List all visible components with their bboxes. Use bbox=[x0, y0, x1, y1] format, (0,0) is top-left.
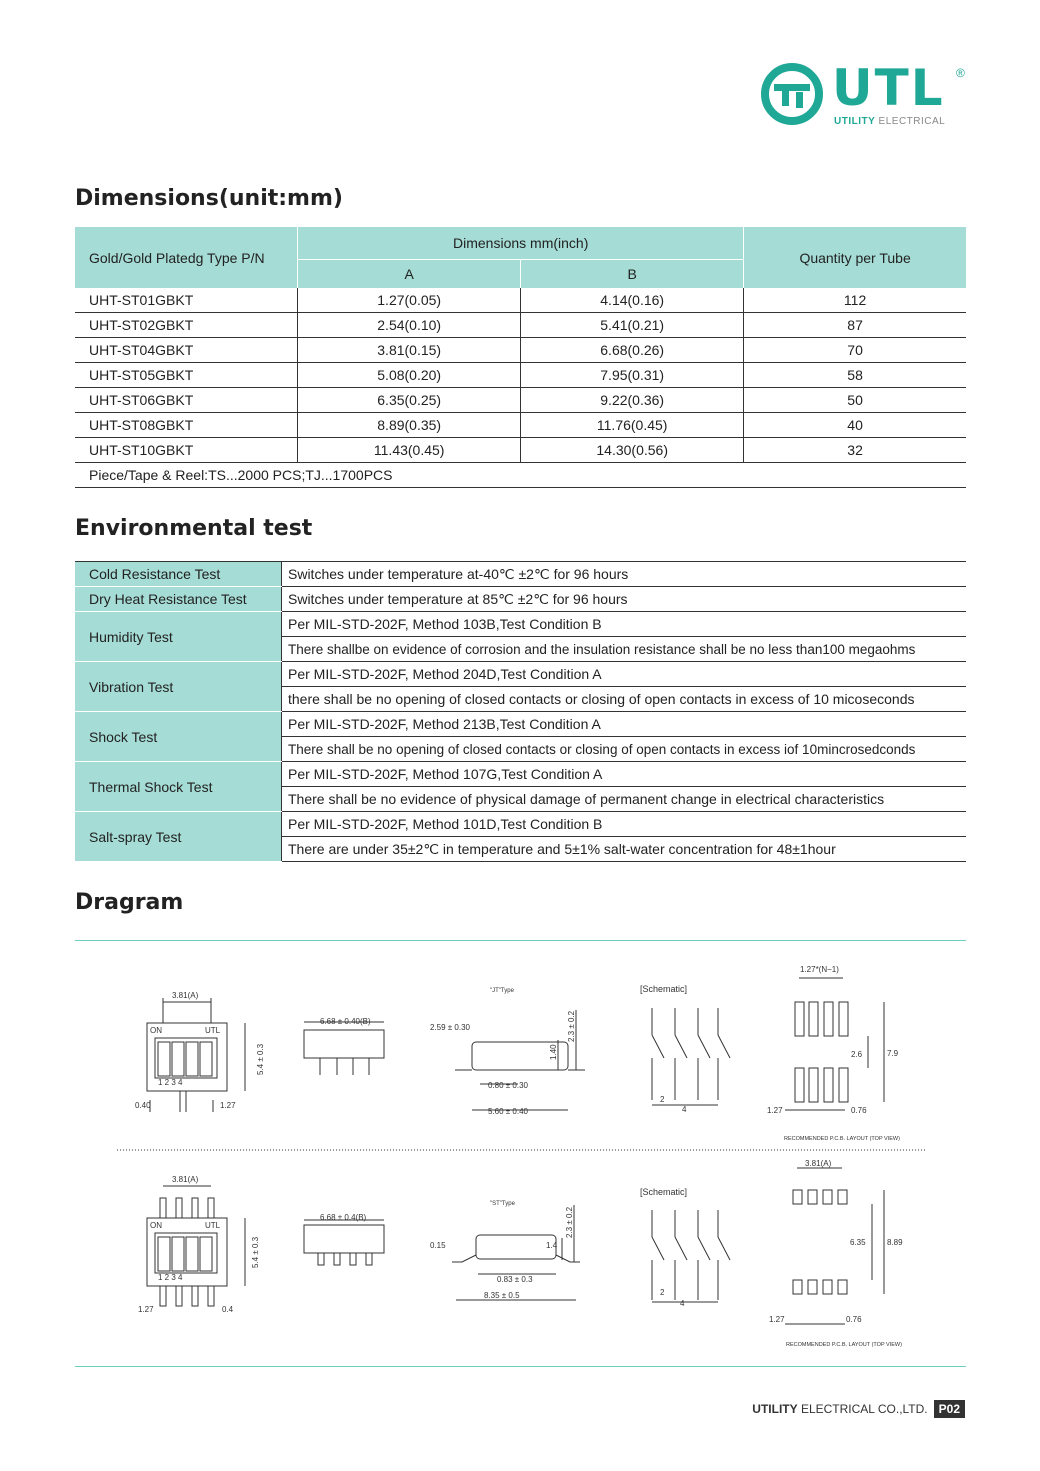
dimensions-title: Dimensions(unit:mm) bbox=[75, 186, 343, 211]
env-row: There shall be no evidence of physical damage of permanent change in electrical characteristics bbox=[75, 787, 966, 812]
env-row: Humidity Test Per MIL-STD-202F, Method 103B,Test Condition B bbox=[75, 612, 966, 637]
diagram-top-rule bbox=[75, 940, 966, 941]
svg-text:1.40: 1.40 bbox=[549, 1044, 558, 1060]
svg-text:ON: ON bbox=[150, 1026, 162, 1035]
table-note-row bbox=[75, 463, 966, 488]
svg-text:1.27*(N−1): 1.27*(N−1) bbox=[800, 965, 839, 974]
svg-text:1.27: 1.27 bbox=[220, 1101, 236, 1110]
svg-text:2: 2 bbox=[660, 1095, 665, 1104]
env-row: Shock Test Per MIL-STD-202F, Method 213B,Test Condition A bbox=[75, 712, 966, 737]
svg-text:4: 4 bbox=[680, 1299, 685, 1308]
table-row: UHT-ST08GBKT 8.89(0.35) 11.76(0.45) 40 bbox=[75, 413, 966, 438]
env-row: Vibration Test Per MIL-STD-202F, Method 204D,Test Condition A bbox=[75, 662, 966, 687]
svg-text:6.68 ± 0.4(B): 6.68 ± 0.4(B) bbox=[320, 1213, 367, 1222]
svg-text:2.59 ± 0.30: 2.59 ± 0.30 bbox=[430, 1023, 470, 1032]
table-row: UHT-ST01GBKT 1.27(0.05) 4.14(0.16) 112 bbox=[75, 288, 966, 313]
svg-text:1.27: 1.27 bbox=[138, 1305, 154, 1314]
svg-text:0.76: 0.76 bbox=[846, 1315, 862, 1324]
env-row: Cold Resistance Test Switches under temperature at-40℃ ±2℃ for 96 hours bbox=[75, 562, 966, 587]
svg-text:0.83 ± 0.3: 0.83 ± 0.3 bbox=[497, 1275, 533, 1284]
svg-text:[Schematic]: [Schematic] bbox=[640, 1187, 688, 1197]
env-row: There shall be no opening of closed contacts or closing of open contacts in excess iof 10mincrosedconds bbox=[75, 737, 966, 762]
pcb-layout-top bbox=[785, 978, 884, 1110]
svg-text:1.27: 1.27 bbox=[769, 1315, 785, 1324]
svg-text:3.81(A): 3.81(A) bbox=[172, 1175, 199, 1184]
svg-text:1 2 3 4: 1 2 3 4 bbox=[158, 1078, 183, 1087]
svg-text:1.4: 1.4 bbox=[546, 1241, 558, 1250]
technical-drawing bbox=[0, 950, 1040, 1360]
svg-text:2.3 ± 0.2: 2.3 ± 0.2 bbox=[565, 1206, 574, 1238]
svg-text:3.81(A): 3.81(A) bbox=[805, 1159, 832, 1168]
svg-text:8.89: 8.89 bbox=[887, 1238, 903, 1247]
table-row: UHT-ST06GBKT 6.35(0.25) 9.22(0.36) 50 bbox=[75, 388, 966, 413]
svg-text:2.3 ± 0.2: 2.3 ± 0.2 bbox=[567, 1010, 576, 1042]
svg-text:5.4 ± 0.3: 5.4 ± 0.3 bbox=[251, 1236, 260, 1268]
table-row: UHT-ST05GBKT 5.08(0.20) 7.95(0.31) 58 bbox=[75, 363, 966, 388]
diagram-bottom-rule bbox=[75, 1366, 966, 1367]
env-row: There shallbe on evidence of corrosion and the insulation resistance shall be no less than100 megaohms bbox=[75, 637, 966, 662]
table-row: UHT-ST02GBKT 2.54(0.10) 5.41(0.21) 87 bbox=[75, 313, 966, 338]
svg-text:UTL: UTL bbox=[205, 1026, 221, 1035]
svg-text:0.76: 0.76 bbox=[851, 1106, 867, 1115]
logo-brand: UTL bbox=[832, 59, 945, 117]
env-row: Thermal Shock Test Per MIL-STD-202F, Method 107G,Test Condition A bbox=[75, 762, 966, 787]
logo-subtitle: UTILITY ELECTRICAL bbox=[834, 116, 946, 127]
svg-text:ON: ON bbox=[150, 1221, 162, 1230]
svg-text:[Schematic]: [Schematic] bbox=[640, 984, 688, 994]
svg-text:0.40: 0.40 bbox=[135, 1101, 151, 1110]
svg-text:2.6: 2.6 bbox=[851, 1050, 863, 1059]
svg-text:5.4 ± 0.3: 5.4 ± 0.3 bbox=[256, 1043, 265, 1075]
col-pn: Gold/Gold Platedg Type P/N bbox=[75, 227, 298, 288]
table-row: UHT-ST10GBKT 11.43(0.45) 14.30(0.56) 32 bbox=[75, 438, 966, 463]
svg-text:0.80 ± 0.30: 0.80 ± 0.30 bbox=[488, 1081, 528, 1090]
svg-text:7.9: 7.9 bbox=[887, 1049, 899, 1058]
svg-text:6.35: 6.35 bbox=[850, 1238, 866, 1247]
svg-text:6.68 ± 0.40(B): 6.68 ± 0.40(B) bbox=[320, 1017, 371, 1026]
col-qty: Quantity per Tube bbox=[744, 227, 966, 288]
col-b: B bbox=[521, 260, 744, 289]
env-table bbox=[75, 561, 966, 862]
svg-text:0.4: 0.4 bbox=[222, 1305, 234, 1314]
svg-text:8.35 ± 0.5: 8.35 ± 0.5 bbox=[484, 1291, 520, 1300]
footer: UTILITY ELECTRICAL CO.,LTD. P02 bbox=[752, 1400, 965, 1418]
svg-text:2: 2 bbox=[660, 1288, 665, 1297]
svg-text:RECOMMENDED P.C.B. LAYOUT (TOP: RECOMMENDED P.C.B. LAYOUT (TOP VIEW) bbox=[784, 1136, 900, 1142]
pcb-layout-bottom bbox=[785, 1168, 884, 1324]
table-row: UHT-ST04GBKT 3.81(0.15) 6.68(0.26) 70 bbox=[75, 338, 966, 363]
env-row: Dry Heat Resistance Test Switches under temperature at 85℃ ±2℃ for 96 hours bbox=[75, 587, 966, 612]
col-dimensions: Dimensions mm(inch) bbox=[298, 227, 744, 260]
svg-text:4: 4 bbox=[682, 1105, 687, 1114]
env-row: There are under 35±2℃ in temperature and 5±1% salt-water concentration for 48±1hour bbox=[75, 837, 966, 862]
dimensions-table bbox=[75, 227, 966, 488]
page-number: P02 bbox=[934, 1400, 965, 1418]
diagram-title: Dragram bbox=[75, 890, 184, 915]
packaging-note: Piece/Tape & Reel:TS...2000 PCS;TJ...1700PCS bbox=[75, 463, 966, 488]
svg-text:3.81(A): 3.81(A) bbox=[172, 991, 199, 1000]
svg-text:5.60 ± 0.40: 5.60 ± 0.40 bbox=[488, 1107, 528, 1116]
env-row: there shall be no opening of closed contacts or closing of open contacts in excess of 10 micoseconds bbox=[75, 687, 966, 712]
svg-text:"JT"Type: "JT"Type bbox=[490, 988, 514, 994]
svg-text:1 2 3 4: 1 2 3 4 bbox=[158, 1273, 183, 1282]
env-row: Salt-spray Test Per MIL-STD-202F, Method 101D,Test Condition B bbox=[75, 812, 966, 837]
svg-text:1.27: 1.27 bbox=[767, 1106, 783, 1115]
logo-registered: ® bbox=[956, 66, 965, 80]
svg-text:"ST"Type: "ST"Type bbox=[490, 1201, 515, 1207]
logo-mark-icon bbox=[760, 62, 824, 126]
svg-text:UTL: UTL bbox=[205, 1221, 221, 1230]
schematic-top bbox=[652, 1008, 730, 1105]
col-a: A bbox=[298, 260, 521, 289]
svg-text:RECOMMENDED P.C.B. LAYOUT (TOP: RECOMMENDED P.C.B. LAYOUT (TOP VIEW) bbox=[786, 1342, 902, 1348]
svg-text:0.15: 0.15 bbox=[430, 1241, 446, 1250]
company-logo bbox=[760, 60, 970, 132]
env-title: Environmental test bbox=[75, 516, 313, 541]
